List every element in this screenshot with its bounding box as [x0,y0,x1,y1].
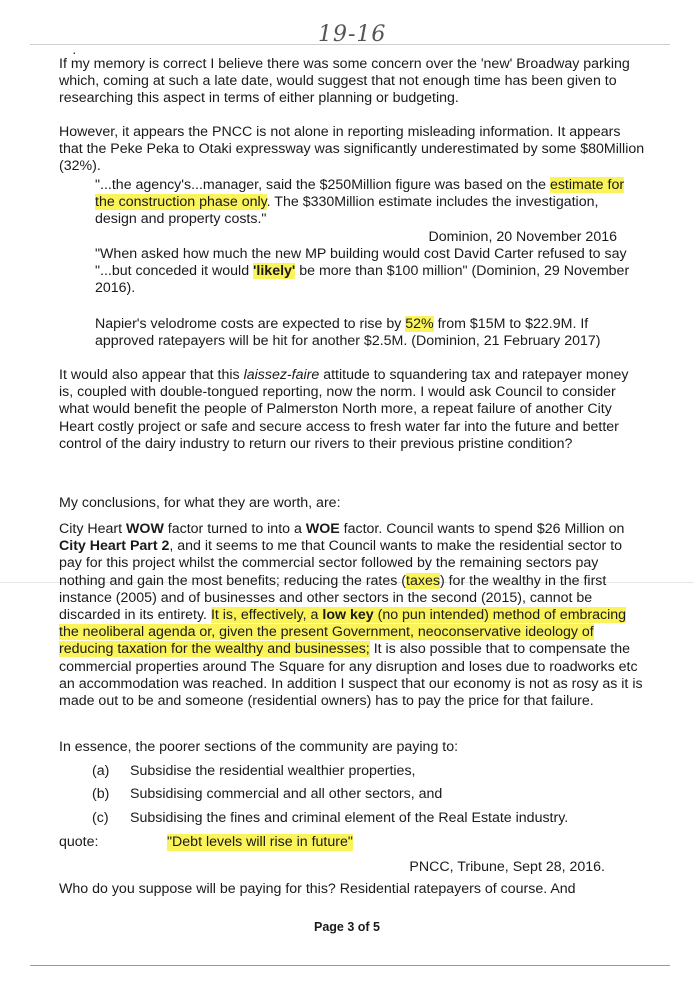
scan-edge-bottom [30,965,670,966]
list-item: Subsidising the fines and criminal element of the Real Estate industry. [130,810,569,826]
paragraph-conclusions-intro: My conclusions, for what they are worth, are: [59,495,341,511]
highlight-likely: 'likely' [253,263,296,280]
list-item: Subsidising commercial and all other sectors, and [130,786,443,802]
quote-agency-manager [95,177,635,229]
list-marker: (b) [92,786,110,802]
velodrome-text: from $15M to $22.9M. If approved ratepayers will be hit for another $2.5M. (Dominion, 21 February 2017) [95,316,601,350]
text: , and it seems to me that Council wants to make the residential sector to pay for this project whilst the commercial sector followed by the remaining sectors pay nothing and gain the most benefits; reducing the rates ( [59,538,623,589]
paragraph-text: attitude to squandering tax and ratepayer money is, coupled with double-tongued reporting, now the norm. I would ask Council to consider what would benefit the people of Palmerston North more, a repeat failure of another City Heart costly project or safe and secure access to fresh water far into the future and better control of the dairy industry to return our rivers to their previous pristine condition? [59,367,629,452]
paragraph-expressway: However, it appears the PNCC is not alone in reporting misleading information. It appears that the Peke Peka to Otaki expressway was significantly underestimated by some $80Million (32%). [59,124,645,175]
paragraph-who-pays: Who do you suppose will be paying for this? Residential ratepayers of course. And [59,881,576,897]
bold-woe: WOE [305,521,340,537]
page-number: Page 3 of 5 [314,920,380,934]
quote-label: quote: [59,834,99,850]
velodrome-text: Napier's velodrome costs are expected to rise by [95,316,406,332]
highlight-construction-phase: estimate for the construction phase only [95,177,625,211]
quote-source: Dominion, 20 November 2016 [428,229,617,245]
bold-wow: WOW [126,521,164,537]
paragraph-city-heart [59,521,645,710]
text: It is also possible that to compensate the commercial properties around The Square for any disruption and loses due to roadworks etc an accommodation was reached. In addition I suspect that our economy is not as rosy as it is made out to be and someone (residential owners) has to pay the price for that failure. [59,641,643,710]
stray-mark: · [72,44,77,60]
list-item: Subsidise the residential wealthier properties, [130,763,416,779]
highlight-neoliberal: (no pun intended) method of embracing the neoliberal agenda or, given the present Government, neoconservative ideology of reducing taxation for the wealthy and businesses; [59,607,627,658]
paragraph-in-essence: In essence, the poorer sections of the community are paying to: [59,739,459,755]
text: City Heart [59,521,127,537]
highlight-low-key: low key [322,607,374,624]
list-marker: (c) [92,810,109,826]
highlight-neoliberal: It is, effectively, a [210,607,323,624]
paragraph-velodrome [95,316,635,350]
highlight-debt-levels-quote: "Debt levels will rise in future" [167,834,353,850]
bold-city-heart-part-2: City Heart Part 2 [59,538,170,555]
list-marker: (a) [92,763,110,779]
quote-source-tribune: PNCC, Tribune, Sept 28, 2016. [409,859,605,875]
paragraph-text: It would also appear that this [59,367,244,383]
text: factor. Council wants to spend $26 Million on [339,521,625,537]
paragraph-broadway-parking: If my memory is correct I believe there was some concern over the 'new' Broadway parking which, coming at such a late date, would suggest that not enough time has been given to researching this aspect in terms of either planning or budgeting. [59,56,630,107]
highlight-taxes: taxes [406,572,440,589]
handwritten-annotation: 19-16 [318,22,387,47]
highlight-52-percent: 52% [405,316,434,332]
quote-text: "When asked how much the new MP building would cost David Carter refused to say "...but conceded it would [95,246,627,280]
italic-term: laissez-faire [243,367,320,383]
quote-mp-building [95,246,635,298]
quote-text: be more than $100 million" (Dominion, 29 November 2016). [95,263,630,297]
text: ) for the wealthy in the first instance (2005) and of businesses and other sectors in the second (2015), cannot be discarded in its entirety. [59,572,607,624]
text: factor turned to into a [163,521,306,537]
paragraph-laissez-faire [59,367,645,453]
quote-text: "...the agency's...manager, said the $250Million figure was based on the [95,177,550,193]
quote-text: . The $330Million estimate includes the investigation, design and property costs." [95,194,599,228]
